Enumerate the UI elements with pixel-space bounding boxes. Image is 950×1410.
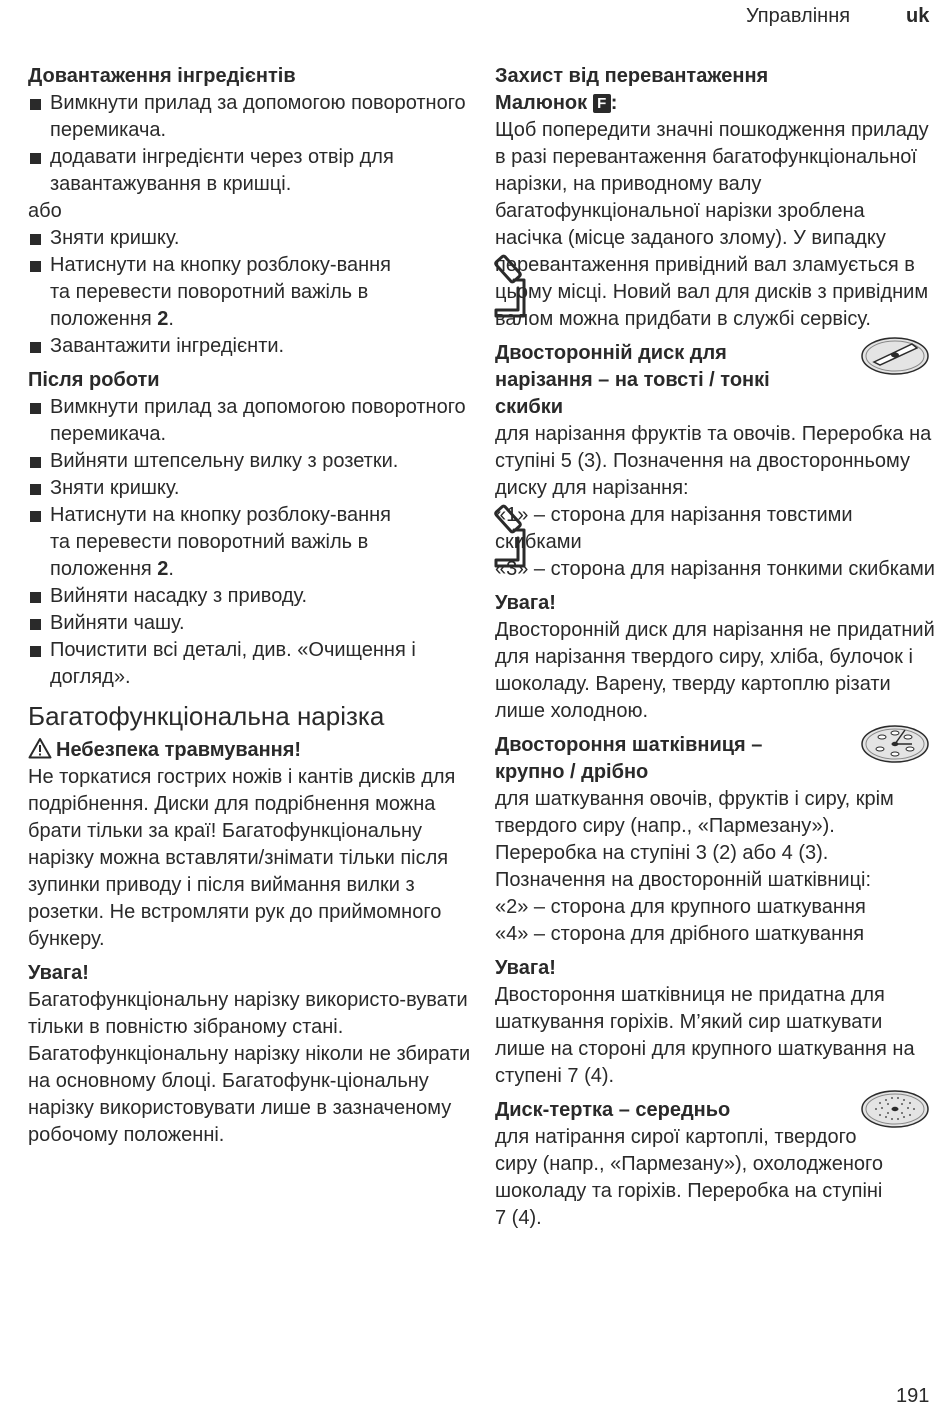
list-item: додавати інгредієнти через отвір для завантажування в кришці. bbox=[28, 144, 476, 198]
right-column bbox=[495, 63, 935, 1232]
figure-label: F bbox=[593, 94, 611, 113]
shredding-heading: Двостороння шатківниця – крупно / дрібно bbox=[495, 734, 763, 783]
or-text: або bbox=[28, 200, 62, 222]
overload-heading: Захист від перевантаження Малюнок F : bbox=[495, 65, 769, 114]
warning-triangle-icon bbox=[28, 737, 52, 759]
list-item: Вийняти насадку з приводу. bbox=[28, 583, 476, 610]
list-item: Вийняти штепсельну вилку з розетки. bbox=[28, 448, 476, 475]
shredding-attention-heading: Увага! bbox=[495, 957, 556, 979]
slicing-text: для нарізання фруктів та овочів. Переробка на ступіні 5 (3). Позначення на двосторонньому диску для нарізання: bbox=[495, 423, 932, 499]
loading-list-1 bbox=[28, 90, 476, 198]
attention-text: Багатофункціональну нарізку використо-вувати тільки в повністю зібраному стані. Багатофункціональну нарізку ніколи не збирати на основному блоці. Багатофунк-ціональну нарізку використовувати лише в зазначеному робочому положенні. bbox=[28, 989, 471, 1146]
slicing-side-1: «1» – сторона для нарізання товстими скибками bbox=[495, 504, 853, 553]
shredding-side-4: «4» – сторона для дрібного шаткування bbox=[495, 923, 865, 945]
grating-disc-section bbox=[495, 1097, 935, 1232]
shredding-disc-section bbox=[495, 732, 935, 948]
list-item: Натиснути на кнопку розблоку-вання та перевести поворотний важіль в положення 2. bbox=[28, 502, 476, 583]
slicing-side-3: «3» – сторона для нарізання тонкими скибками bbox=[495, 558, 935, 580]
slicing-disc-icon bbox=[860, 336, 930, 376]
overload-text: Щоб попередити значні пошкодження приладу в разі перевантаження багатофункціональної нарізки, на приводному валу багатофункціональної нарізки зроблена насічка (місце заданого злому). У випадку перевантаження привідний вал зламується в цьому місці. Новий вал для дисків з привідним валом можна придбати в службі сервісу. bbox=[495, 119, 929, 330]
section-title: Багатофункціональна нарізка bbox=[28, 701, 385, 731]
loading-heading: Довантаження інгредієнтів bbox=[28, 65, 296, 87]
page-number: 191 bbox=[896, 1385, 930, 1407]
shredding-attention-text: Двостороння шатківниця не придатна для шаткування горіхів. М’який сир шаткувати лише на стороні для крупного шаткування на ступені 7 (4). bbox=[495, 984, 915, 1087]
grating-heading: Диск-тертка – середньо bbox=[495, 1099, 731, 1121]
loading-list-2 bbox=[28, 225, 476, 360]
slicing-heading: Двосторонній диск для нарізання – на товсті / тонкі скибки bbox=[495, 342, 770, 418]
section-name: Управління bbox=[746, 5, 851, 27]
shredding-side-2: «2» – сторона для крупного шаткування bbox=[495, 896, 866, 918]
left-column bbox=[28, 63, 476, 1149]
slicing-attention-text: Двосторонній диск для нарізання не придатний для нарізання твердого сиру, хліба, булочок і шоколаду. Варену, тверду картоплю різати лише холодною. bbox=[495, 619, 935, 722]
language-code: uk bbox=[906, 5, 930, 27]
shredding-disc-icon bbox=[860, 724, 930, 764]
attention-heading: Увага! bbox=[28, 962, 89, 984]
after-use-heading: Після роботи bbox=[28, 369, 160, 391]
list-item: Зняти кришку. bbox=[28, 225, 476, 252]
slicing-attention-heading: Увага! bbox=[495, 592, 556, 614]
grating-disc-icon bbox=[860, 1089, 930, 1129]
list-item: Вийняти чашу. bbox=[28, 610, 476, 637]
danger-text: Не торкатися гострих ножів і кантів дисків для подрібнення. Диски для подрібнення можна брати тільки за краї! Багатофункціональну нарізку можна вставляти/знімати тільки після зупинки приводу і після виймання вилки з розетки. Не встромляти рук до приймомного бункеру. bbox=[28, 766, 456, 950]
list-item: Почистити всі деталі, див. «Очищення і догляд». bbox=[28, 637, 476, 691]
shredding-text: для шаткування овочів, фруктів і сиру, крім твердого сиру (напр., «Пармезану»). Переробка на ступіні 3 (2) або 4 (3). Позначення на двосторонній шатківниці: bbox=[495, 788, 894, 891]
list-item: Завантажити інгредієнти. bbox=[28, 333, 476, 360]
list-item: Вимкнути прилад за допомогою поворотного перемикача. bbox=[28, 394, 476, 448]
after-use-list bbox=[28, 394, 476, 691]
list-item: Натиснути на кнопку розблоку-вання та перевести поворотний важіль в положення 2. bbox=[28, 252, 476, 333]
grating-text: для натірання сирої картоплі, твердого сиру (напр., «Пармезану»), охолодженого шоколаду та горіхів. Переробка на ступіні 7 (4). bbox=[495, 1126, 883, 1229]
list-item: Зняти кришку. bbox=[28, 475, 476, 502]
slicing-disc-section bbox=[495, 340, 935, 583]
danger-heading: Небезпека травмування! bbox=[28, 737, 476, 764]
list-item: Вимкнути прилад за допомогою поворотного перемикача. bbox=[28, 90, 476, 144]
